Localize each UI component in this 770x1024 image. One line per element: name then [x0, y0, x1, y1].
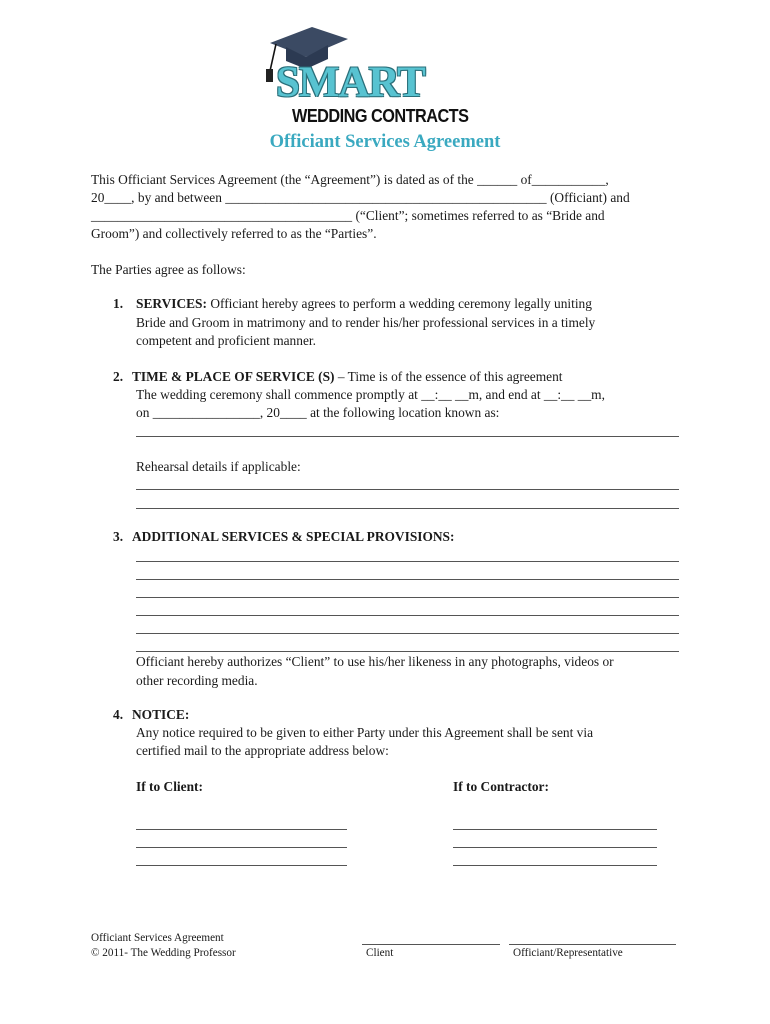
section-1-heading: SERVICES:: [136, 296, 207, 311]
logo-brand-text: SMART: [276, 59, 425, 106]
rehearsal-label: Rehearsal details if applicable:: [136, 459, 301, 474]
section-4-number: 4.: [113, 707, 124, 722]
officiant-signature-line[interactable]: [509, 944, 676, 945]
provisions-blank-line-6[interactable]: [136, 651, 679, 652]
client-address-line-3[interactable]: [136, 865, 347, 866]
section-3-heading: ADDITIONAL SERVICES & SPECIAL PROVISIONS:: [132, 529, 455, 544]
rehearsal-blank-line-2[interactable]: [136, 508, 679, 509]
section-2-heading: TIME & PLACE OF SERVICE (S): [132, 369, 335, 384]
contractor-address-line-3[interactable]: [453, 865, 657, 866]
contractor-address-line-2[interactable]: [453, 847, 657, 848]
brand-logo: [258, 25, 498, 129]
intro-line-2: 20____, by and between ________________________________________________ (Officiant) and: [91, 190, 630, 205]
footer-copyright: © 2011- The Wedding Professor: [91, 947, 236, 959]
provisions-blank-line-5[interactable]: [136, 633, 679, 634]
intro-line-4: Groom”) and collectively referred to as the “Parties”.: [91, 226, 377, 241]
client-address-label: If to Client:: [136, 779, 203, 794]
section-1-text-2: Bride and Groom in matrimony and to render his/her professional services in a timely: [136, 315, 596, 330]
intro-line-3: _______________________________________ (“Client”; sometimes referred to as “Bride and: [91, 208, 605, 223]
section-1-text-3: competent and proficient manner.: [136, 333, 316, 348]
contractor-address-label: If to Contractor:: [453, 779, 549, 794]
section-4-heading: NOTICE:: [132, 707, 190, 722]
section-2-number: 2.: [113, 369, 124, 384]
section-3-text-1: Officiant hereby authorizes “Client” to use his/her likeness in any photographs, videos or: [136, 654, 614, 669]
section-2-text-1: The wedding ceremony shall commence promptly at __:__ __m, and end at __:__ __m,: [136, 387, 605, 402]
client-signature-label: Client: [366, 947, 394, 959]
provisions-blank-line-3[interactable]: [136, 597, 679, 598]
provisions-blank-line-4[interactable]: [136, 615, 679, 616]
intro-line-1: This Officiant Services Agreement (the “Agreement”) is dated as of the ______ of___________,: [91, 172, 609, 187]
section-2-text-2: on ________________, 20____ at the following location known as:: [136, 405, 500, 420]
agree-line: The Parties agree as follows:: [91, 262, 246, 277]
client-signature-line[interactable]: [362, 944, 500, 945]
section-1-number: 1.: [113, 296, 124, 311]
provisions-blank-line-1[interactable]: [136, 561, 679, 562]
rehearsal-blank-line-1[interactable]: [136, 489, 679, 490]
footer-doc-name: Officiant Services Agreement: [91, 932, 224, 944]
section-4-text-2: certified mail to the appropriate address below:: [136, 743, 389, 758]
section-1-text-1: Officiant hereby agrees to perform a wedding ceremony legally uniting: [210, 296, 592, 311]
client-address-line-1[interactable]: [136, 829, 347, 830]
client-address-line-2[interactable]: [136, 847, 347, 848]
section-3-text-2: other recording media.: [136, 673, 258, 688]
section-1-first-line: [136, 295, 592, 313]
provisions-blank-line-2[interactable]: [136, 579, 679, 580]
document-title: Officiant Services Agreement: [269, 132, 501, 152]
section-2-heading-rest: – Time is of the essence of this agreement: [334, 369, 563, 384]
section-4-text-1: Any notice required to be given to either Party under this Agreement shall be sent via: [136, 725, 594, 740]
section-2-first-line: [132, 368, 562, 386]
logo-tagline: WEDDING CONTRACTS: [292, 105, 469, 126]
location-blank-line[interactable]: [136, 436, 679, 437]
contractor-address-line-1[interactable]: [453, 829, 657, 830]
section-3-number: 3.: [113, 529, 124, 544]
officiant-signature-label: Officiant/Representative: [513, 947, 623, 959]
